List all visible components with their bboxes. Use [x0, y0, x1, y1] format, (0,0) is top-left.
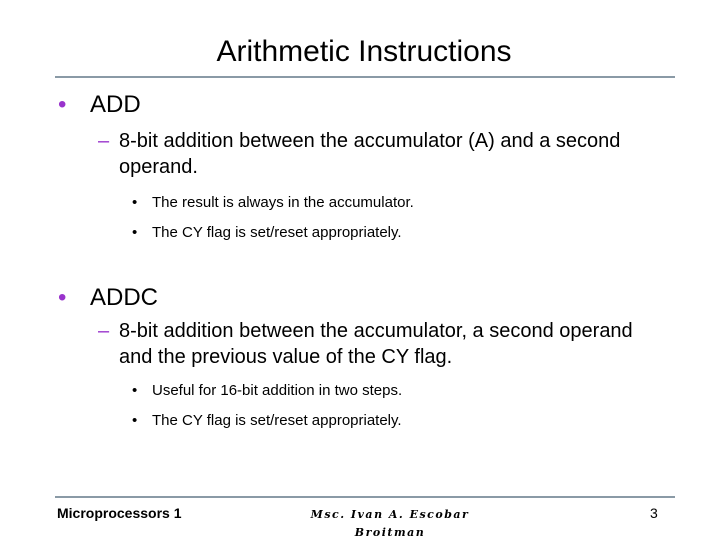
- footer-author-line2: Broitman: [354, 526, 426, 539]
- bullet-marker: •: [58, 91, 67, 118]
- point-item: [132, 411, 402, 431]
- slide-title: Arithmetic Instructions: [216, 35, 512, 68]
- page-number: 3: [650, 505, 658, 521]
- footer-divider: [55, 496, 675, 498]
- point-text: Useful for 16-bit addition in two steps.: [152, 382, 403, 399]
- footer-author: [300, 506, 480, 542]
- point-text: The result is always in the accumulator.: [152, 194, 414, 211]
- point-text: The CY flag is set/reset appropriately.: [152, 412, 402, 429]
- sub-bullet-add: [98, 128, 668, 180]
- bullet-marker: •: [58, 284, 67, 311]
- footer-author-line1: Msc. Ivan A. Escobar: [310, 508, 470, 521]
- point-item: [132, 381, 402, 401]
- title-divider: [55, 76, 675, 78]
- point-item: [132, 193, 414, 213]
- dash-marker: –: [98, 320, 110, 342]
- point-marker: •: [132, 224, 138, 241]
- sub-bullet-text: 8-bit addition between the accumulator (A) and a second operand.: [119, 130, 621, 178]
- bullet-addc: [58, 283, 158, 313]
- point-text: The CY flag is set/reset appropriately.: [152, 224, 402, 241]
- bullet-heading: ADDC: [90, 284, 159, 311]
- point-item: [132, 223, 402, 243]
- point-marker: •: [132, 412, 138, 429]
- bullet-heading: ADD: [90, 91, 141, 118]
- point-marker: •: [132, 382, 138, 399]
- dash-marker: –: [98, 130, 110, 152]
- footer-course: Microprocessors 1: [57, 505, 182, 521]
- sub-bullet-text: 8-bit addition between the accumulator, a second operand and the previous value of the CY flag.: [119, 320, 633, 368]
- point-marker: •: [132, 194, 138, 211]
- sub-bullet-addc: [98, 318, 668, 370]
- bullet-add: [58, 90, 141, 120]
